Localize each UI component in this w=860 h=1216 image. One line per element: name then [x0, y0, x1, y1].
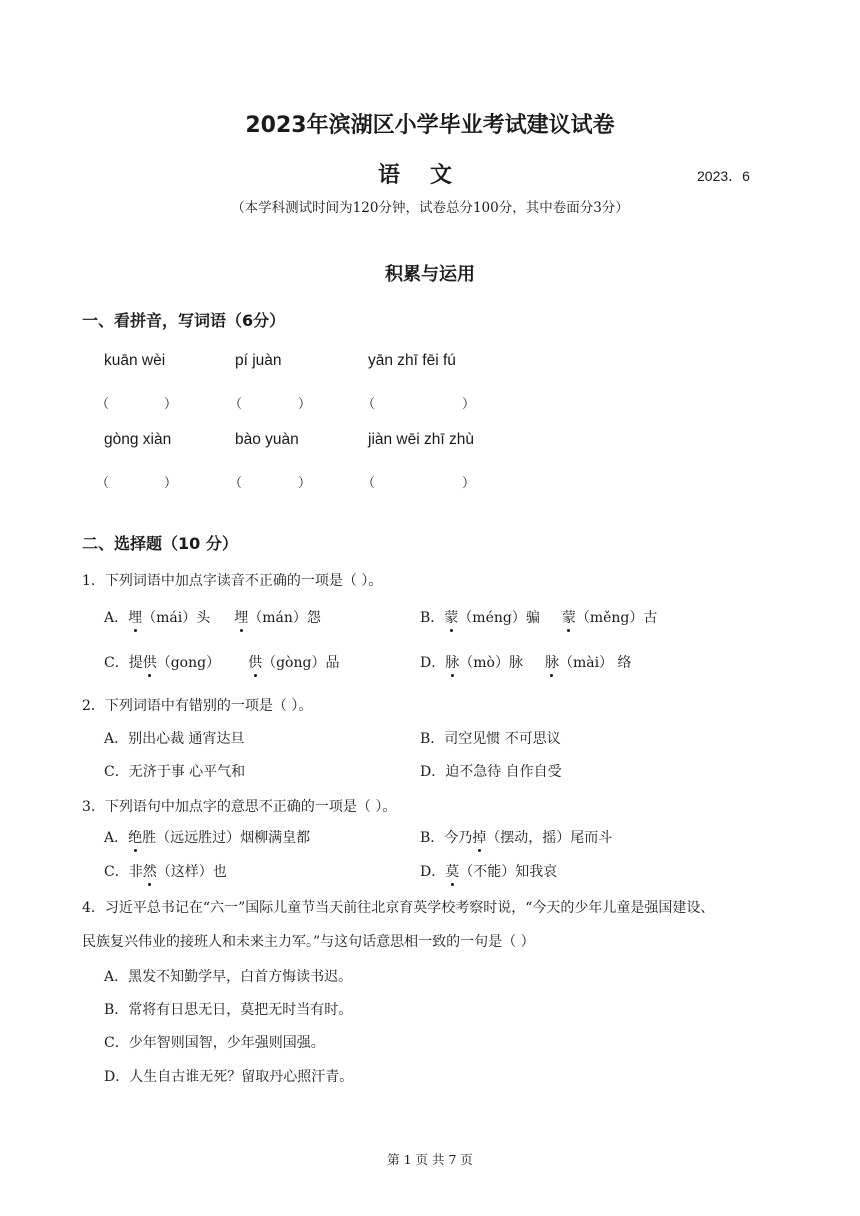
pinyin-3: yān zhī fēi fú	[368, 352, 456, 369]
answer-paren-open: （	[229, 397, 243, 412]
q3-option-b: B．今乃掉（摆动，摇）尾而斗	[420, 827, 612, 847]
answer-paren-close: ）	[164, 476, 178, 491]
q3-option-d: D．莫（不能）知我哀	[420, 861, 557, 881]
q4-option-b: B．常将有日思无日，莫把无时当有时。	[104, 1002, 353, 1018]
pinyin-6: jiàn wēi zhī zhù	[368, 431, 474, 448]
answer-paren-open: （	[96, 397, 110, 412]
q4-option-c: C．少年智则国智，少年强则国强。	[104, 1035, 325, 1051]
answer-paren-close: ）	[462, 476, 476, 491]
q2-option-b: B．司空见惯 不可思议	[420, 731, 561, 747]
q2-stem: 2．下列词语中有错别的一项是（ ）。	[82, 698, 313, 714]
exam-title: 2023年滨湖区小学毕业考试建议试卷	[245, 113, 615, 138]
q1-option-d: D．脉（mò）脉 脉（mài） 络	[420, 652, 632, 672]
q1-option-c: C．提供（gong） 供（gòng）品	[104, 652, 339, 672]
q2-option-d: D．迫不急待 自作自受	[420, 764, 562, 780]
answer-paren-close: ）	[164, 397, 178, 412]
answer-paren-open: （	[362, 476, 376, 491]
pinyin-1: kuān wèi	[104, 352, 166, 369]
answer-paren-close: ）	[298, 476, 312, 491]
q4-option-a: A．黑发不知勤学早，白首方悔读书迟。	[104, 969, 353, 985]
q1-option-b: B．蒙（méng）骗 蒙（měng）古	[420, 607, 657, 627]
part2-heading: 二、选择题（10 分）	[82, 534, 238, 553]
page-footer: 第 1 页 共 7 页	[387, 1152, 473, 1167]
subject-char-2: 文	[430, 163, 453, 188]
q4-option-d: D．人生自古谁无死？留取丹心照汗青。	[104, 1069, 354, 1085]
q1-option-a: A．埋（mái）头 埋（mán）怨	[104, 607, 321, 627]
subject-title	[378, 158, 452, 189]
answer-paren-open: （	[229, 476, 243, 491]
q2-option-c: C．无济于事 心平气和	[104, 764, 246, 780]
q3-option-a: A．绝胜（远远胜过）烟柳满皇都	[104, 827, 310, 847]
q1-stem: 1．下列词语中加点字读音不正确的一项是（ ）。	[82, 573, 383, 589]
answer-paren-open: （	[362, 397, 376, 412]
pinyin-2: pí juàn	[235, 352, 282, 369]
pinyin-4: gòng xiàn	[104, 431, 172, 448]
q4-stem-line2: 民族复兴伟业的接班人和未来主力军。”与这句话意思相一致的一句是（ ）	[82, 934, 535, 950]
q3-stem: 3．下列语句中加点字的意思不正确的一项是（ ）。	[82, 799, 397, 815]
pinyin-5: bào yuàn	[235, 431, 299, 448]
q3-option-c: C．非然（这样）也	[104, 861, 227, 881]
section-title: 积累与运用	[385, 264, 475, 285]
answer-paren-close: ）	[298, 397, 312, 412]
subject-char-1: 语	[378, 163, 401, 188]
q4-stem-line1: 4．习近平总书记在“六一”国际儿童节当天前往北京育英学校考察时说，“今天的少年儿童是强国建设、	[82, 900, 715, 916]
answer-paren-close: ）	[462, 397, 476, 412]
q2-option-a: A．别出心裁 通宵达旦	[104, 731, 245, 747]
exam-note: （本学科测试时间为120分钟，试卷总分100分，其中卷面分3分）	[231, 200, 629, 216]
exam-date: 2023．6	[697, 168, 750, 184]
part1-heading: 一、看拼音，写词语（6分）	[82, 311, 286, 330]
answer-paren-open: （	[96, 476, 110, 491]
